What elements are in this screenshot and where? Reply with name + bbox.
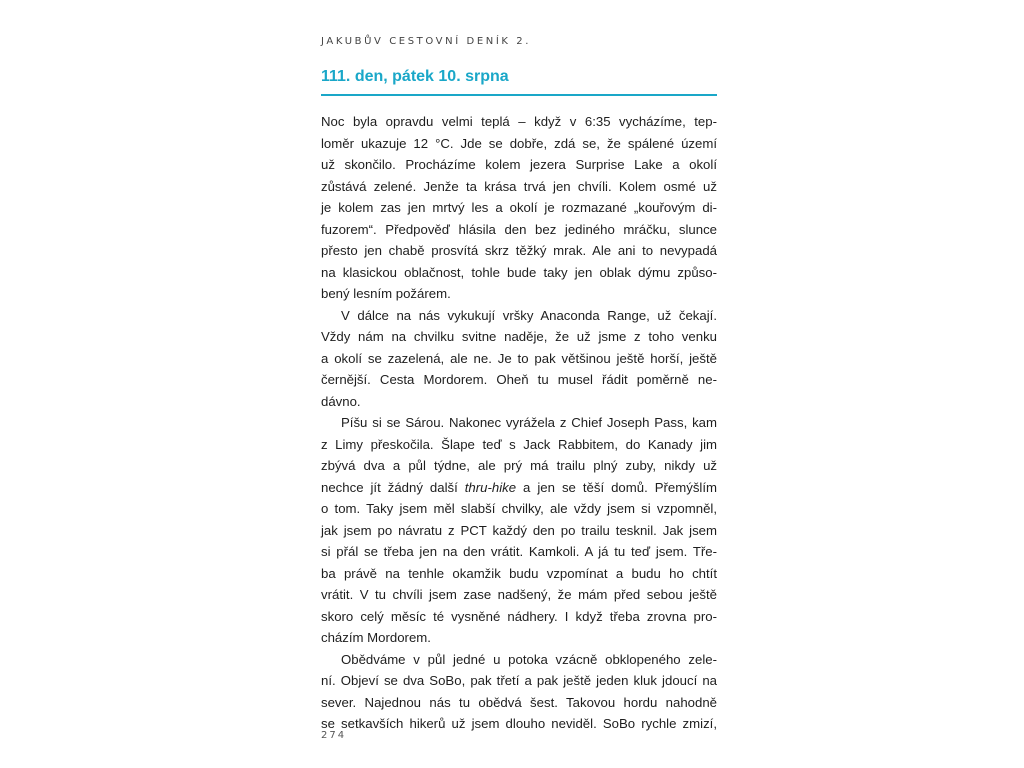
text-line: černější. Cesta Mordorem. Oheň tu musel řádit poměrně ne- [321,372,717,387]
page-number: 274 [321,730,347,741]
paragraph [321,111,717,305]
text-line: na klasickou oblačnost, tohle bude taky jen oblak dýmu způso- [321,264,717,280]
text-line: fuzorem“. Předpověď hlásila den bez jediného mráčku, slunce [321,221,717,237]
text-line: loměr ukazuje 12 °C. Jde se dobře, zdá se, že spálené území [321,135,717,151]
text-line: Noc byla opravdu velmi teplá – když v 6:35 vycházíme, tep- [321,114,717,129]
text-line: nechce jít žádný další thru-hike a jen se těší domů. Přemýšlím [321,479,718,495]
body-text [321,111,717,735]
paragraph [321,649,717,735]
text-line: zbývá dva a půl týdne, ale prý má trailu plný zuby, nikdy už [321,458,717,473]
text-line: V dálce na nás vykukují vršky Anaconda Range, už čekají. [341,307,717,323]
text-line: jak jsem po návratu z PCT každý den po trailu tesknil. Jak jsem [321,522,717,538]
text-line: Píšu si se Sárou. Nakonec vyrážela z Chief Joseph Pass, kam [341,415,717,430]
text-line: o tom. Taky jsem měl slabší chvilky, ale vždy jsem si vzpomněl, [321,501,717,516]
text-line: sever. Najednou nás tu obědvá šest. Takovou hordu nahodně [321,694,717,710]
italic-term: thru-hike [464,479,517,495]
text-line: přesto jen chabě prosvítá skrz těžký mrak. Ale ani to nevypadá [321,243,717,258]
text-line: Obědváme v půl jedné u potoka vzácně obklopeného zele- [341,651,717,667]
text-line: skoro celý měsíc té vysněné nádhery. I když třeba zrovna pro- [321,608,717,624]
text-line: ní. Objeví se dva SoBo, pak třetí a pak ještě jeden kluk jdoucí na [321,673,717,688]
text-line: ba právě na tenhle okamžik budu vzpomínat a budu ho chtít [321,565,717,581]
text-line: zůstává zelené. Jenže ta krása trvá jen chvíli. Kolem osmé už [321,178,717,194]
title-underline [321,94,717,96]
text-line: si přál se třeba jen na den vrátit. Kamkoli. A já tu teď jsem. Tře- [321,544,717,559]
text-line: se setkavších hikerů už jsem dlouho neviděl. SoBo rychle zmizí, [321,716,717,731]
paragraph [321,305,717,413]
running-head: JAKUBŮV CESTOVNÍ DENÍK 2. [321,36,532,47]
text-line: vrátit. V tu chvíli jsem zase nadšený, že mám před sebou ještě [321,587,717,602]
text-line: je kolem zas jen mrtvý les a okolí je rozmazané „kouřovým di- [321,200,717,215]
text-line: cházím Mordorem. [321,630,431,645]
text-line: bený lesním požárem. [321,286,451,301]
paragraph [321,412,717,649]
text-line: Vždy nám na chvilku svitne naděje, že už jsme z toho venku [321,329,717,344]
text-line: z Limy přeskočila. Šlape teď s Jack Rabbitem, do Kanady jim [321,436,717,452]
chapter-title: 111. den, pátek 10. srpna [321,68,509,85]
text-line: už skončilo. Procházíme kolem jezera Surprise Lake a okolí [321,157,717,172]
text-line: dávno. [321,393,361,409]
text-line: a okolí se zazelená, ale ne. Je to pak většinou ještě horší, ještě [321,350,717,366]
